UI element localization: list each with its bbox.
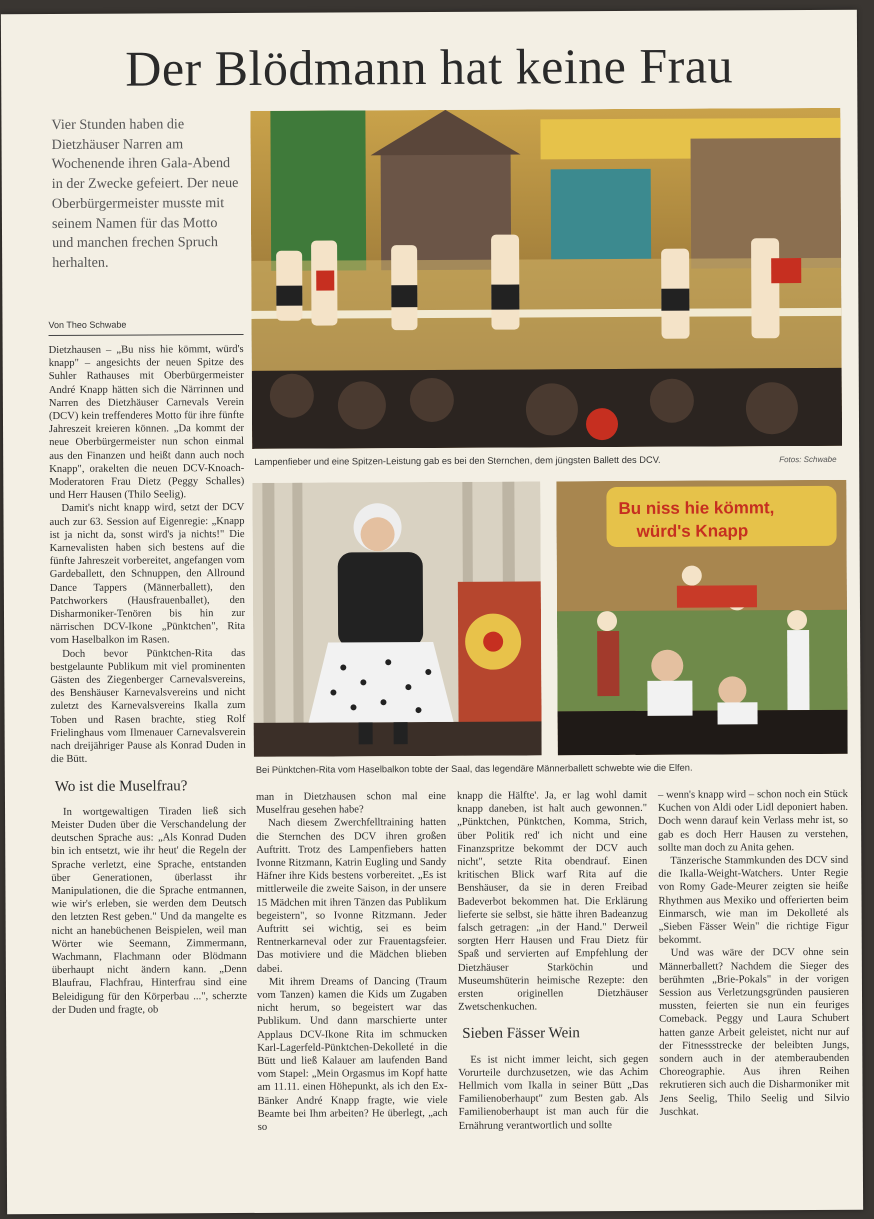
- paragraph: Dietzhausen – „Bu niss hie kömmt, würd's knapp" – angesichts der neuen Spitze des Suhler Rathauses mit Oberbürgermeister André Knapp hätten sich die Närrinnen und Narren des Dietzhäuser Carnevals Verein (DCV) kein treffenderes Motto für ihre fünfte Jahreszeit kreieren können. „Da kommt der neue Oberbürgermeister nun schon einmal aus den Finanzen und heißt dann auch noch Knapp", orakelten die neuen DCV-Knoach-Moderatoren Frau Dietz (Peggy Schalles) und Herr Hausen (Thilo Seelig).: [48, 343, 245, 502]
- paragraph: – wenn's knapp wird – schon noch ein Stück Kuchen von Aldi oder Lidl deponiert haben. Doch wenn darauf kein Verlass mehr ist, so gab es doch Herr Hausen zu verstehen, sollte man doch zu Anita gehen.: [657, 788, 849, 854]
- photo-puenktchen-rita: [252, 481, 541, 757]
- photo-credit: Fotos: Schwabe: [779, 454, 837, 465]
- paragraph: Es ist nicht immer leicht, sich gegen Vorurteile durchzusetzen, wie das Achim Hellmich vom Ikalla in seiner Bütt „Das Familienoberhaupt" zum Besten gab. Als Familienoberhaupt ist man auch für die Ernährung verantwortlich und sollte: [458, 1053, 649, 1132]
- subheading: Wo ist die Muselfrau?: [54, 777, 188, 795]
- paragraph: Mit ihrem Dreams of Dancing (Traum vom Tanzen) kamen die Kids um Zugaben nicht herum, so begeistert war das Publikum. Und dann marschierte unter Applaus DCV-Ikone Rita im schmucken Karl-Lagerfeld-Pünktchen-Dekolleté in die Bütt und ließ Kalauer am laufenden Band vom Stapel: „Mein Orgasmus im Kopf hatte am 11.11. einen Höhepunkt, als ich den Ex-Bänker André Knapp fragte, wie viele Beamte bei Ihm arbeiten? He überlegt, „ach so: [256, 975, 448, 1133]
- photo-caption-top: Lampenfieber und eine Spitzen-Leistung gab es bei den Sternchen, dem jüngsten Ballett des DCV.: [254, 454, 661, 467]
- photo-children-ballet: [250, 108, 842, 449]
- subheading: Sieben Fässer Wein: [462, 1025, 580, 1043]
- photo-maennerballett: [556, 480, 847, 756]
- newspaper-page: [1, 10, 863, 1214]
- lead-paragraph: Vier Stunden haben die Dietzhäuser Narren am Wochenende ihren Gala-Abend in der Zwecke gefeiert. Der neue Oberbürgermeister musste mit seinem Namen für das Motto und manchen frechen Spruch herhalten.: [51, 116, 239, 271]
- motto-sign-line-1: Bu niss hie kömmt,: [618, 498, 775, 519]
- article-column-2: [256, 790, 448, 1134]
- stage-scene-graphic: [250, 108, 842, 449]
- paragraph: Damit's nicht knapp wird, setzt der DCV auch zur 63. Session auf Eigenregie: „Knapp ist ja nicht da, sonst wird's ja nichts!" Die Karnevalisten haben sich bestens auf die fünfte Jahreszeit vorbereitet, angefangen vom Gardeballett, den Schnuppen, den Allround Dance Tappers (Männerballett), den Patchworkers (Hausfrauenballet), den Disharmoniker-Tenören bis hin zur närrischen DCV-Ikone „Pünktchen", Rita vom Haselbalkon im Rasen.: [49, 502, 246, 647]
- article-column-1: [49, 343, 248, 1017]
- paragraph: Nach diesem Zwerchfelltraining hatten die Sternchen des DCV ihren großen Auftritt. Trotz des Lampenfiebers hatten Ivonne Ritzmann, Katrin Eugling und Sandy Häfner ihre Kids bestens vorbereitet. „Es ist mittlerweile die zweite Saison, in der unsere 15 Mädchen mit ihren Tänzen das Publikum begeistern", so Ivonne Ritzmann. Jeder Auftritt sei wichtig, sei es beim Rentnerkarneval oder zur Frauentagsfeier. Das motiviere und die Mädchen blieben dabei.: [256, 817, 447, 975]
- rita-scene-graphic: [252, 481, 541, 757]
- paragraph: In wortgewaltigen Tiraden ließ sich Meister Duden über die Verschandelung der deutschen Sprache aus: „Als Konrad Duden bin ich entsetzt, wie ihr heut' die Regeln der Sprache verletzt, eine Sprache, entstanden über Generationen, überlasst ihr Manipulationen, die die Sprache entmannen, wie wir's erleben, sie werden dem Deutsch den letzten Rest geben." Und da mangelte es nicht an hanebüchenen Beispielen, weil man Wörter wie Seemann, Zimmermann, Wachmann, Flachmann oder Blödmann überhaupt nicht ändern kann. „Denn Blaufrau, Flachfrau, Hinterfrau sind eine Beleidigung für den Körperbau ...", scherzte der Duden und fragte, ob: [51, 805, 248, 1016]
- photo-caption-bottom: Bei Pünktchen-Rita vom Haselbalkon tobte der Saal, das legendäre Männerballett schwebte wie die Elfen.: [255, 762, 693, 775]
- article-column-4: [658, 788, 850, 1119]
- paragraph: Tänzerische Stammkunden des DCV sind die Ikalla-Weight-Watchers. Unter Regie von Romy Gade-Meurer zeigten sie heiße Rhythmen aus Mexiko und offerierten beim Einmarsch, wie man im Dekolleté als „Sieben Fässer Wein" die richtige Figur bekommt.: [658, 854, 849, 947]
- paragraph: man in Dietzhausen schon mal eine Muselfrau gesehen habe?: [255, 790, 446, 817]
- headline: Der Blödmann hat keine Frau: [125, 37, 734, 97]
- paragraph: Und was wäre der DCV ohne sein Männerballett? Nachdem die Sieger des berühmten „Brie-Pokals" in der vorigen Session aus Verletzungsgründen pausieren mussten, feierten sie nun ein feuriges Comeback. Peggy und Laura Schubert hatten ganze Arbeit geleistet, nicht nur auf der Fitnessstrecke der beleibten Jungs, sondern auch in der atemberaubenden Choreographie. Aus ihren Reihen rekrutieren sich auch die Disharmoniker mit Jens Seelig, Thilo Seelig und Silvio Juschkat.: [658, 947, 850, 1118]
- paragraph: knapp die Hälfte'. Ja, er lag wohl damit knapp daneben, ist halt auch gewonnen." „Pünktchen, Pünktchen, Komma, Strich, über Politik red' ich nicht und eine Finanzspritze bekommt der DCV auch nicht", setzte Rita obendrauf. Einen kritischen Blick warf Rita auf die Benshäuser, da sie in deren Freibad Badeverbot bekommen hat. Die Erklärung lieferte sie selbst, sie hätte ihren Badeanzug falsch getragen: „in der Hand." Derweil sorgten Herr Hausen und Frau Dietz für Spaß und servierten auf Empfehlung der Dietzhäuser Starköchin und Museumshüterin heimische Rezepte: den ersten originellen Dietzhäuser Zwetschenkuchen.: [456, 789, 649, 1014]
- byline: Von Theo Schwabe: [48, 319, 243, 336]
- maennerballett-scene-graphic: [556, 480, 847, 756]
- motto-sign-line-2: würd's Knapp: [636, 521, 749, 541]
- article-column-3: [457, 789, 649, 1133]
- paragraph: Doch bevor Pünktchen-Rita das bestgelaunte Publikum mit viel prominenten Gästen des Ziegenberger Carnevalsvereins, des Benshäuser Karnevalsvereins und nicht zuletzt des Karnevalsvereins Ikalla zum Toben und Rasen brachte, stieg Rolf Frielinghaus vom Ilmenauer Carnevalsverein nach dreijähriger Pause als Konrad Duden in die Bütt.: [50, 647, 246, 766]
